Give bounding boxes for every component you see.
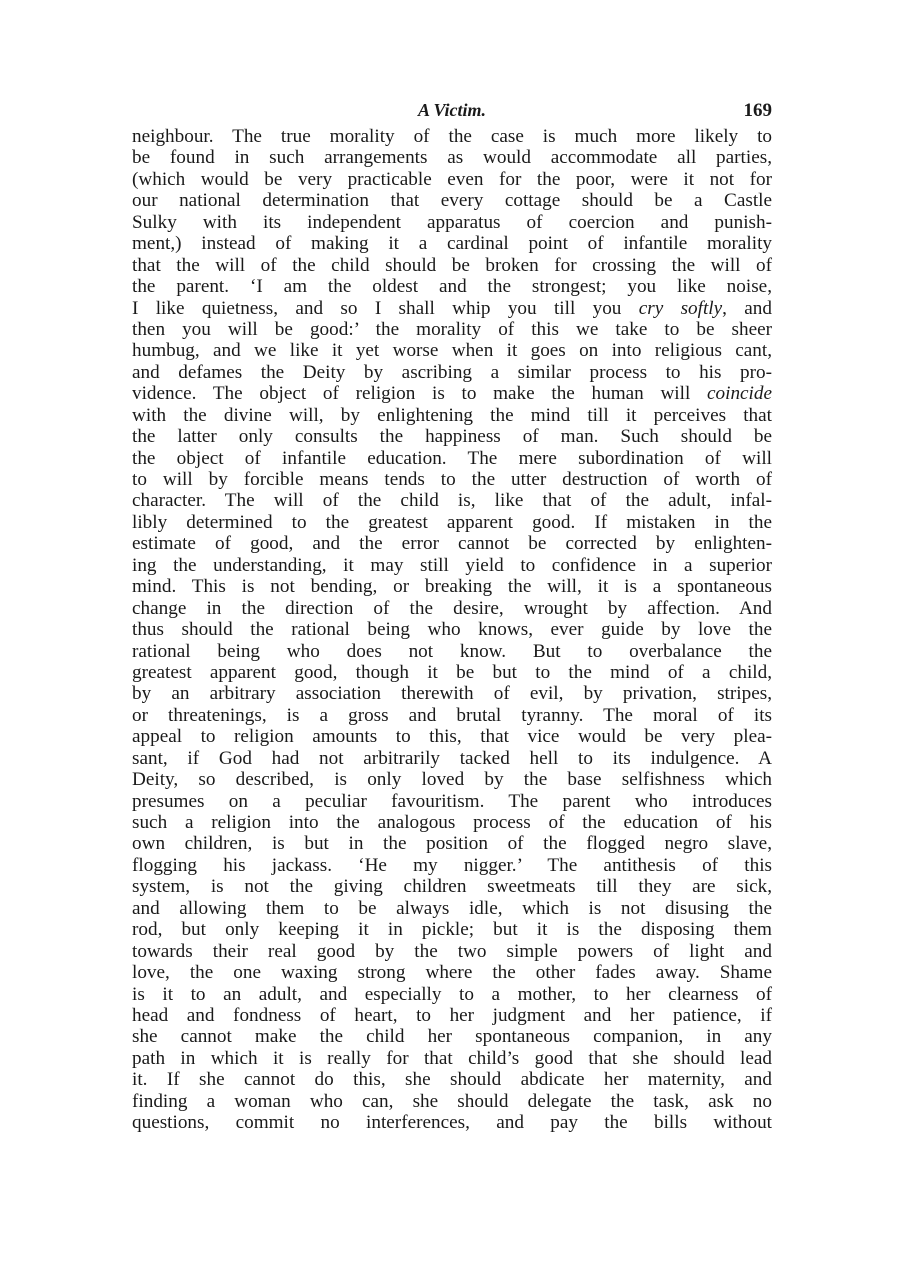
text-segment: the parent. ‘I am the oldest and the strongest; you like noise, bbox=[132, 276, 772, 298]
text-line bbox=[132, 340, 772, 361]
text-segment: to will by forcible means tends to the utter destruction of worth of bbox=[132, 469, 772, 490]
text-line bbox=[132, 233, 772, 254]
text-segment: , and bbox=[722, 297, 772, 319]
text-segment: sant, if God had not arbitrarily tacked hell to its indulgence. A bbox=[132, 747, 772, 769]
text-segment: Sulky with its independent apparatus of coercion and punish- bbox=[132, 211, 772, 233]
text-line bbox=[132, 984, 772, 1005]
text-line bbox=[132, 1048, 772, 1069]
text-line bbox=[132, 812, 772, 833]
text-line bbox=[132, 791, 772, 812]
text-line bbox=[132, 448, 772, 469]
text-line bbox=[132, 876, 772, 897]
page-number: 169 bbox=[743, 100, 772, 121]
text-segment: (which would be very practicable even for the poor, were it not for bbox=[132, 168, 772, 190]
text-segment: rod, but only keeping it in pickle; but it is the disposing them bbox=[132, 919, 772, 941]
text-line bbox=[132, 1026, 772, 1047]
text-segment: presumes on a peculiar favouritism. The parent who introduces bbox=[132, 790, 772, 812]
text-line bbox=[132, 769, 772, 790]
text-line bbox=[132, 276, 772, 297]
text-segment: the object of infantile education. The mere subordination of will bbox=[132, 447, 772, 469]
text-line bbox=[132, 405, 772, 426]
text-line bbox=[132, 255, 772, 276]
text-line bbox=[132, 555, 772, 576]
text-segment: such a religion into the analogous process of the education of his bbox=[132, 812, 772, 833]
text-line bbox=[132, 598, 772, 619]
text-line bbox=[132, 1005, 772, 1026]
text-line bbox=[132, 641, 772, 662]
text-segment: our national determination that every cottage should be a Castle bbox=[132, 190, 772, 212]
text-segment: head and fondness of heart, to her judgment and her patience, if bbox=[132, 1004, 772, 1026]
text-line bbox=[132, 426, 772, 447]
text-segment: own children, is but in the position of the flogged negro slave, bbox=[132, 833, 772, 855]
text-segment: neighbour. The true morality of the case is much more likely to bbox=[132, 126, 772, 147]
text-line bbox=[132, 469, 772, 490]
text-line bbox=[132, 748, 772, 769]
text-line bbox=[132, 383, 772, 404]
text-segment: by an arbitrary association therewith of evil, by privation, stripes, bbox=[132, 683, 772, 705]
text-segment: she cannot make the child her spontaneous companion, in any bbox=[132, 1026, 772, 1048]
text-segment: character. The will of the child is, like that of the adult, infal- bbox=[132, 490, 772, 512]
text-segment: I like quietness, and so I shall whip you till you bbox=[132, 297, 639, 319]
text-segment: it. If she cannot do this, she should abdicate her maternity, and bbox=[132, 1069, 772, 1091]
text-line bbox=[132, 576, 772, 597]
text-line bbox=[132, 147, 772, 168]
text-segment: and allowing them to be always idle, which is not disusing the bbox=[132, 897, 772, 919]
text-segment: rational being who does not know. But to overbalance the bbox=[132, 640, 772, 662]
text-segment: finding a woman who can, she should delegate the task, ask no bbox=[132, 1090, 772, 1112]
text-segment: vidence. The object of religion is to make the human will bbox=[132, 383, 707, 405]
text-segment: or threatenings, is a gross and brutal tyranny. The moral of its bbox=[132, 704, 772, 726]
text-segment: change in the direction of the desire, wrought by affection. And bbox=[132, 597, 772, 619]
text-line bbox=[132, 212, 772, 233]
text-segment: ing the understanding, it may still yield to confidence in a superior bbox=[132, 554, 772, 576]
text-segment: is it to an adult, and especially to a mother, to her clearness of bbox=[132, 983, 772, 1005]
text-segment: path in which it is really for that child’s good that she should lead bbox=[132, 1047, 772, 1069]
running-head bbox=[132, 100, 772, 126]
text-segment: libly determined to the greatest apparent good. If mistaken in the bbox=[132, 511, 772, 533]
text-line bbox=[132, 898, 772, 919]
text-line bbox=[132, 169, 772, 190]
text-line bbox=[132, 512, 772, 533]
italic-emphasis: coincide bbox=[707, 383, 772, 405]
text-segment: with the divine will, by enlightening the mind till it perceives that bbox=[132, 404, 772, 426]
text-segment: system, is not the giving children sweetmeats till they are sick, bbox=[132, 876, 772, 898]
text-segment: flogging his jackass. ‘He my nigger.’ The antithesis of this bbox=[132, 854, 772, 876]
text-line bbox=[132, 919, 772, 940]
text-line bbox=[132, 190, 772, 211]
text-segment: then you will be good:’ the morality of this we take to be sheer bbox=[132, 318, 772, 340]
text-segment: and defames the Deity by ascribing a similar process to his pro- bbox=[132, 361, 772, 383]
text-line bbox=[132, 941, 772, 962]
text-line bbox=[132, 705, 772, 726]
italic-emphasis: cry softly bbox=[638, 297, 723, 319]
body-text bbox=[132, 126, 772, 1134]
text-segment: love, the one waxing strong where the other fades away. Shame bbox=[132, 962, 772, 984]
text-segment: the latter only consults the happiness of man. Such should be bbox=[132, 426, 772, 448]
text-line bbox=[132, 1069, 772, 1090]
text-line bbox=[132, 662, 772, 683]
text-segment: that the will of the child should be broken for crossing the will of bbox=[132, 254, 772, 276]
text-line bbox=[132, 726, 772, 747]
text-line bbox=[132, 1091, 772, 1112]
text-segment: Deity, so described, is only loved by the base selfishness which bbox=[132, 769, 772, 791]
text-line bbox=[132, 1112, 772, 1133]
text-segment: ment,) instead of making it a cardinal point of infantile morality bbox=[132, 233, 772, 255]
text-segment: greatest apparent good, though it be but to the mind of a child, bbox=[132, 661, 772, 683]
running-title: A Victim. bbox=[417, 100, 487, 120]
text-line bbox=[132, 298, 772, 319]
text-line bbox=[132, 619, 772, 640]
text-line bbox=[132, 319, 772, 340]
book-page bbox=[132, 100, 772, 1134]
text-line bbox=[132, 855, 772, 876]
text-line bbox=[132, 490, 772, 511]
text-segment: thus should the rational being who knows, ever guide by love the bbox=[132, 619, 772, 641]
text-line bbox=[132, 533, 772, 554]
text-segment: appeal to religion amounts to this, that vice would be very plea- bbox=[132, 726, 772, 748]
text-line bbox=[132, 362, 772, 383]
text-line bbox=[132, 683, 772, 704]
text-segment: questions, commit no interferences, and pay the bills without bbox=[132, 1112, 772, 1134]
text-segment: mind. This is not bending, or breaking the will, it is a spontaneous bbox=[132, 576, 772, 598]
text-segment: be found in such arrangements as would accommodate all parties, bbox=[132, 147, 772, 169]
text-line bbox=[132, 126, 772, 147]
text-segment: estimate of good, and the error cannot be corrected by enlighten- bbox=[132, 533, 772, 555]
text-segment: towards their real good by the two simple powers of light and bbox=[132, 940, 772, 962]
text-segment: humbug, and we like it yet worse when it goes on into religious cant, bbox=[132, 340, 772, 362]
text-line bbox=[132, 833, 772, 854]
text-line bbox=[132, 962, 772, 983]
